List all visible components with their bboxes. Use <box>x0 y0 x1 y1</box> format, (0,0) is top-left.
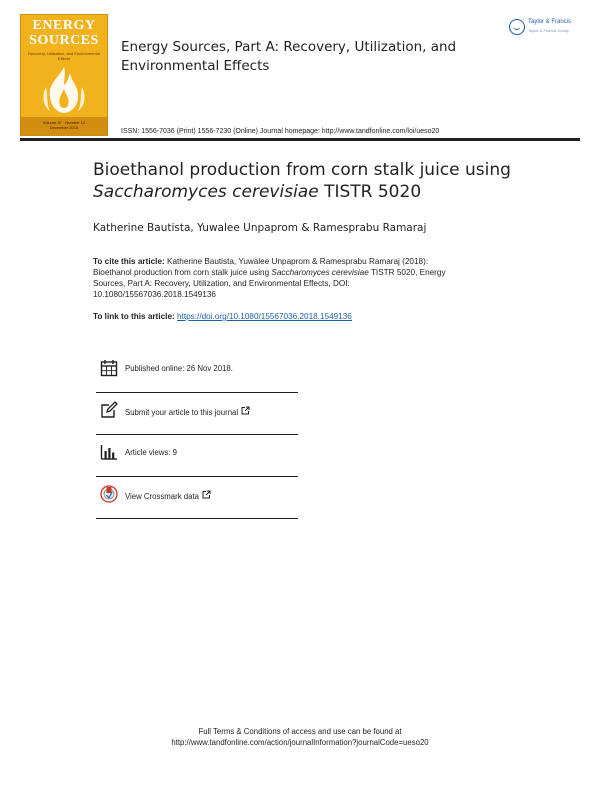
footer <box>0 726 600 748</box>
cover-subtitle: Recovery, Utilization, and Environmental Effects <box>28 51 100 61</box>
article-title-part1: Bioethanol production from corn stalk juice using <box>93 160 511 180</box>
bar-chart-icon <box>100 443 118 461</box>
published-date: Published online: 26 Nov 2018. <box>125 364 233 373</box>
footer-terms: Full Terms & Conditions of access and use can be found at <box>198 727 402 736</box>
publisher-logo-icon <box>509 19 525 35</box>
article-link-line <box>93 312 352 321</box>
crossmark-icon <box>100 485 118 503</box>
citation <box>93 256 465 300</box>
issn-line <box>121 128 439 135</box>
submit-article-label: Submit your article to this journal <box>125 408 239 417</box>
citation-text-a: Katherine Bautista, Yuwalee Unpaprom & Ramesprabu Ramaraj (2018): Bioethanol production from corn stalk juice using <box>93 257 429 277</box>
journal-title: Energy Sources, Part A: Recovery, Utilization, and Environmental Effects <box>121 39 457 74</box>
publisher-logo[interactable] <box>509 17 584 39</box>
published-row <box>96 351 298 393</box>
cover-title-line2: SOURCES <box>29 33 99 48</box>
issn-text: ISSN: 1556-7036 (Print) 1556-7230 (Online) Journal homepage: <box>121 128 322 135</box>
citation-text-b: TISTR 5020, Energy Sources, Part A: Recovery, Utilization, and Environmental Effects, DOI: 10.1080/15567036.2018.1549136 <box>93 268 446 299</box>
journal-homepage-link[interactable]: http://www.tandfonline.com/loi/ueso20 <box>321 128 440 135</box>
journal-cover <box>20 14 108 136</box>
edit-icon <box>100 401 118 419</box>
header-divider <box>20 138 580 141</box>
crossmark-external-icon <box>202 490 211 499</box>
citation-species: Saccharomyces cerevisiae <box>271 268 369 277</box>
publisher-name: Taylor & Francis <box>528 19 572 25</box>
footer-terms-link[interactable]: http://www.tandfonline.com/action/journalInformation?journalCode=ueso20 <box>171 738 429 747</box>
calendar-icon <box>100 359 118 377</box>
cover-band <box>21 117 107 135</box>
doi-link[interactable]: https://doi.org/10.1080/15567036.2018.1549136 <box>177 312 352 321</box>
publisher-tagline: Taylor & Francis Group <box>528 28 569 33</box>
article-title-part2: TISTR 5020 <box>318 182 422 202</box>
crossmark-link[interactable] <box>125 490 211 501</box>
link-label: To link to this article: <box>93 312 178 321</box>
submit-row[interactable] <box>96 393 298 435</box>
article-title <box>93 159 573 203</box>
citation-label: To cite this article: <box>93 257 168 266</box>
views-row <box>96 435 298 477</box>
flame-icon <box>34 65 94 115</box>
article-title-species: Saccharomyces cerevisiae <box>93 182 319 202</box>
external-link-icon <box>241 406 250 415</box>
cover-volume: Volume 37 · Number 12 <box>42 120 86 125</box>
crossmark-row[interactable] <box>96 477 298 519</box>
submit-article-link[interactable] <box>125 406 250 417</box>
article-meta <box>96 351 298 519</box>
cover-date: December 2015 <box>49 125 79 130</box>
article-views: Article views: 9 <box>125 448 177 457</box>
cover-title-line1: ENERGY <box>32 18 96 33</box>
crossmark-label: View Crossmark data <box>125 492 199 501</box>
authors: Katherine Bautista, Yuwalee Unpaprom & Ramesprabu Ramaraj <box>93 222 427 234</box>
